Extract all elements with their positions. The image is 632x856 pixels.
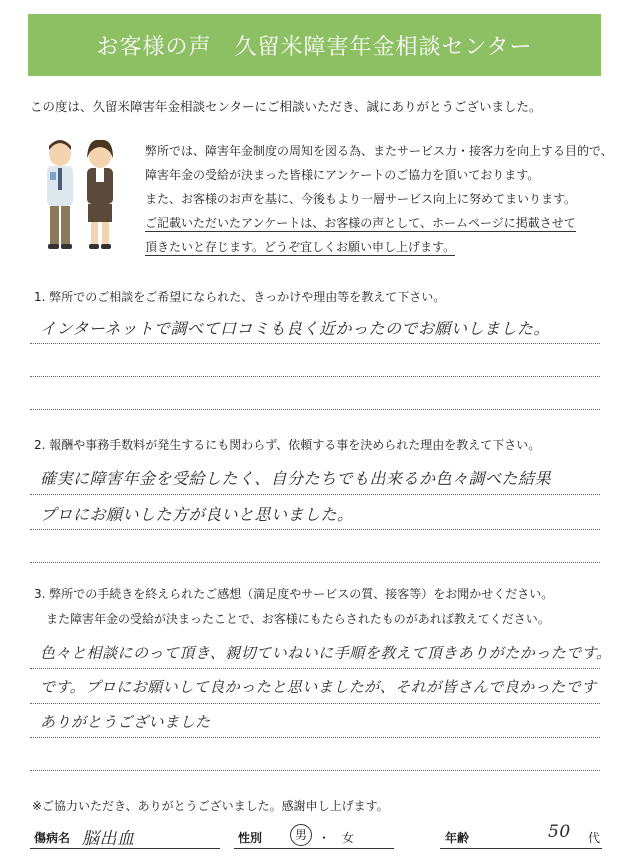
answer-line (30, 770, 600, 771)
question-3-text: 3. 弊所での手続きを終えられたご感想（満足度やサービスの質、接客等）をお聞かせください。 (34, 587, 554, 601)
age-underline (440, 848, 602, 849)
answer-2-line-2: プロにお願いした方が良いと思いました。 (40, 505, 354, 524)
answer-line (30, 737, 600, 738)
question-3-text-2: また障害年金の受給が決まったことで、お客様にもたらされたものがあれば教えてください。 (46, 612, 550, 626)
answer-line (30, 529, 600, 530)
answer-1-line-1: インターネットで調べて口コミも良く近かったのでお願いしました。 (40, 319, 551, 338)
question-1-text: 1. 弊所でのご相談をご希望になられた、きっかけや理由等を教えて下さい。 (34, 290, 446, 304)
age-value: 50 (548, 822, 571, 842)
intro-line-3: また、お客様のお声を基に、今後もより一層サービス向上に努めてまいります。 (145, 192, 577, 206)
gender-label: 性別 (238, 831, 263, 845)
gender-underline (234, 848, 394, 849)
staff-members-icon (30, 128, 130, 253)
intro-line-4: ご記載いただいたアンケートは、お客様の声として、ホームページに掲載させて (145, 216, 576, 230)
greeting-text: この度は、久留米障害年金相談センターにご相談いただき、誠にありがとうございました。 (30, 99, 542, 114)
page-title: お客様の声 久留米障害年金相談センター (96, 34, 533, 60)
staff-illustration (30, 128, 130, 253)
gender-female: 女 (342, 831, 355, 845)
gender-separator: ・ (318, 831, 331, 845)
age-label: 年齢 (445, 831, 470, 845)
answer-3-line-3: ありがとうございました (40, 713, 211, 731)
answer-line (30, 668, 600, 669)
answer-line (30, 494, 600, 495)
answer-line (30, 409, 600, 410)
answer-3-line-2: です。プロにお願いして良かったと思いましたが、それが皆さんで良かったです (40, 678, 597, 696)
answer-3-line-1: 色々と相談にのって頂き、親切ていねいに手順を教えて頂きありがたかったです。 (40, 644, 612, 662)
intro-line-2: 障害年金の受給が決まった皆様にアンケートのご協力を頂いております。 (145, 168, 540, 182)
header-banner (28, 14, 601, 76)
thanks-note: ※ご協力いただき、ありがとうございました。感謝申し上げます。 (32, 799, 389, 813)
gender-male-circled: 男 (290, 824, 312, 846)
disease-value: 脳出血 (82, 829, 135, 849)
disease-underline (30, 848, 220, 849)
age-unit: 代 (588, 831, 601, 845)
answer-line (30, 376, 600, 377)
answer-2-line-1: 確実に障害年金を受給したく、自分たちでも出来るか色々調べた結果 (40, 469, 552, 488)
answer-line (30, 703, 600, 704)
intro-line-1: 弊所では、障害年金制度の周知を図る為、またサービス力・接客力を向上する目的で、 (145, 144, 613, 158)
disease-label: 傷病名 (34, 831, 71, 845)
intro-line-5: 頂きたいと存じます。どうぞ宜しくお願い申し上げます。 (145, 240, 456, 254)
answer-line (30, 562, 600, 563)
question-2-text: 2. 報酬や事務手数料が発生するにも関わらず、依頼する事を決められた理由を教えて下さい。 (34, 438, 541, 452)
answer-line (30, 343, 600, 344)
